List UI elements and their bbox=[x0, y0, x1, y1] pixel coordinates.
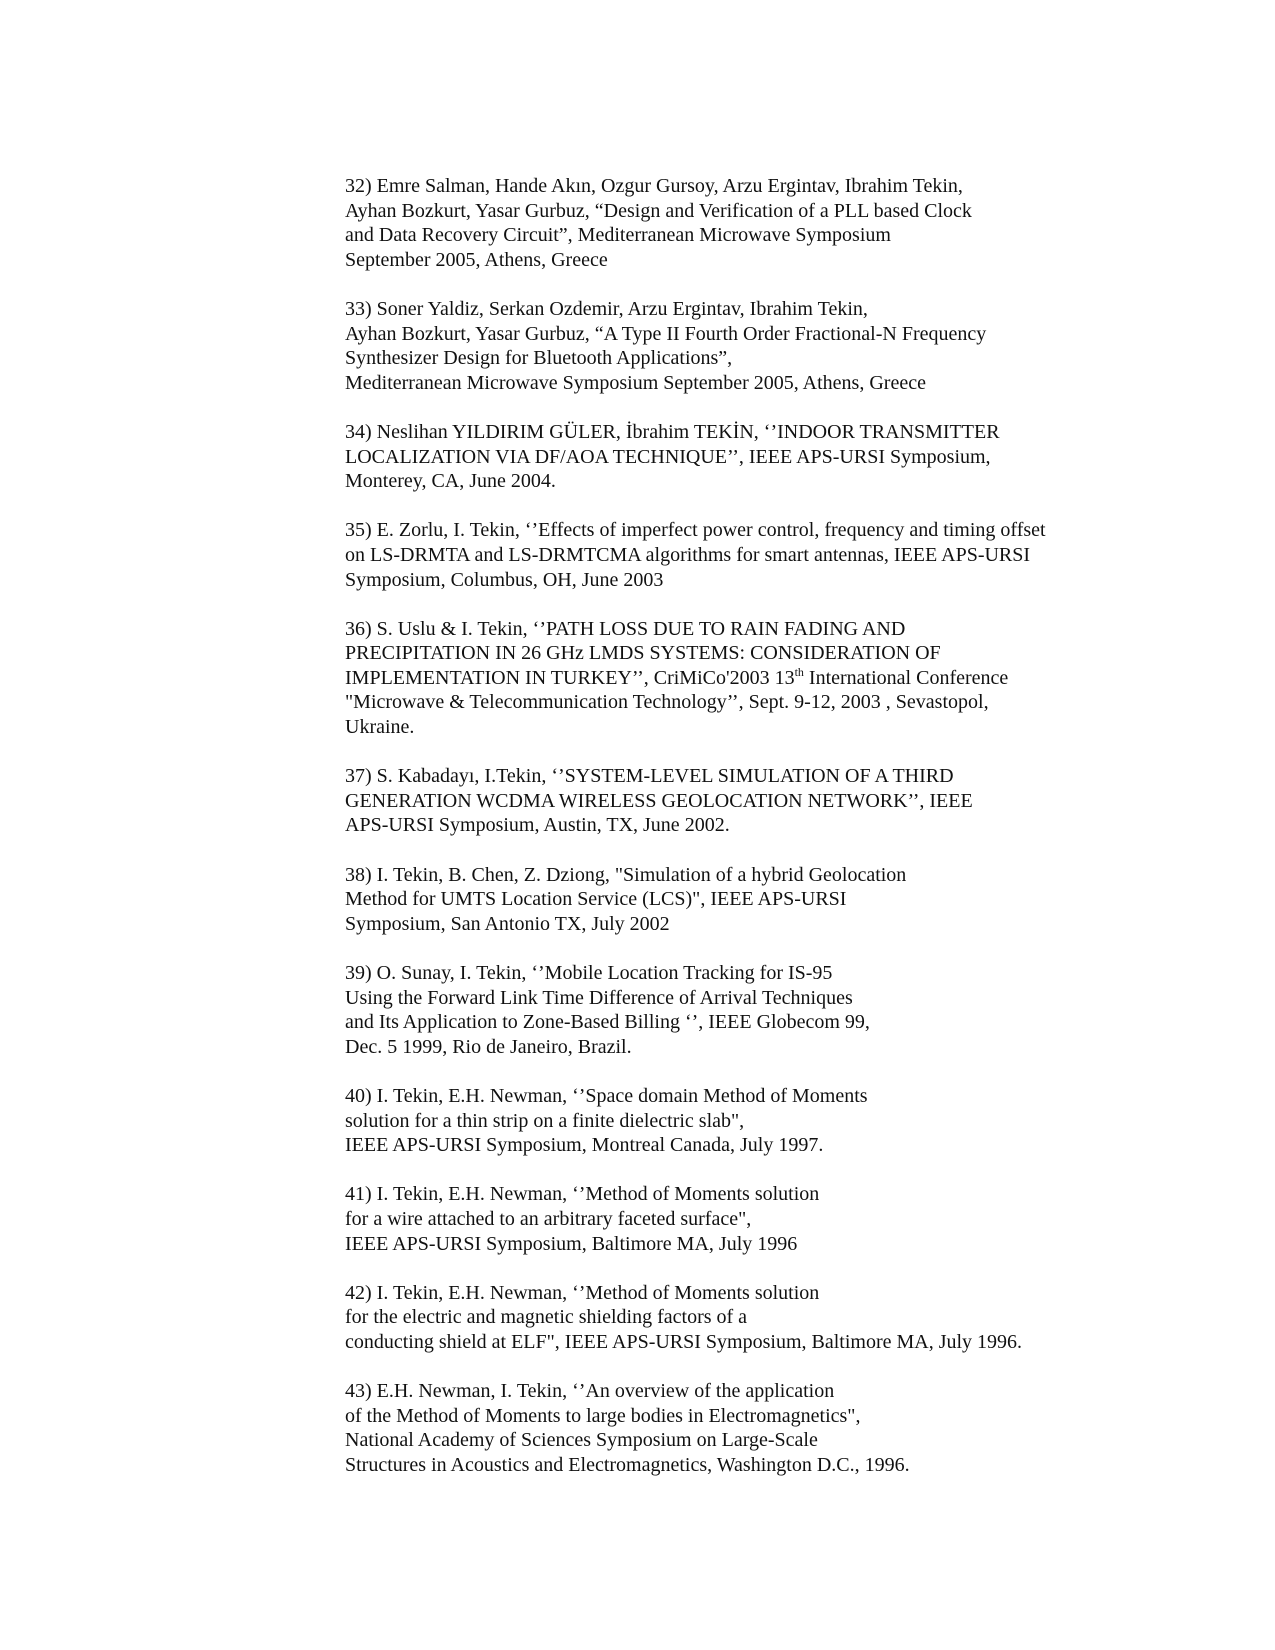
reference-line: 38) I. Tekin, B. Chen, Z. Dziong, "Simulation of a hybrid Geolocation bbox=[345, 863, 907, 886]
reference-line: 43) E.H. Newman, I. Tekin, ‘’An overview of the application bbox=[345, 1380, 835, 1403]
reference-40 bbox=[345, 1084, 1245, 1158]
reference-41 bbox=[345, 1182, 1245, 1256]
reference-line: 39) O. Sunay, I. Tekin, ‘’Mobile Location Tracking for IS-95 bbox=[345, 962, 833, 984]
reference-line: National Academy of Sciences Symposium on Large-Scale bbox=[345, 1429, 818, 1452]
reference-line: IEEE APS-URSI Symposium, Baltimore MA, July 1996 bbox=[345, 1232, 798, 1255]
reference-42 bbox=[345, 1281, 1245, 1355]
reference-line: LOCALIZATION VIA DF/AOA TECHNIQUE’’, IEEE APS-URSI Symposium, bbox=[345, 445, 991, 468]
reference-34 bbox=[345, 420, 1245, 494]
reference-37 bbox=[345, 764, 1245, 838]
reference-line: and Its Application to Zone-Based Billing ‘’, IEEE Globecom 99, bbox=[345, 1011, 870, 1034]
reference-line: 36) S. Uslu & I. Tekin, ‘’PATH LOSS DUE TO RAIN FADING AND bbox=[345, 617, 906, 640]
reference-line: 41) I. Tekin, E.H. Newman, ‘’Method of Moments solution bbox=[345, 1183, 820, 1206]
reference-line: Using the Forward Link Time Difference of Arrival Techniques bbox=[345, 986, 853, 1009]
reference-line: 42) I. Tekin, E.H. Newman, ‘’Method of Moments solution bbox=[345, 1281, 820, 1304]
reference-line-text: IMPLEMENTATION IN TURKEY’’, CriMiCo'2003 13 bbox=[345, 666, 795, 689]
reference-line: 32) Emre Salman, Hande Akın, Ozgur Gursoy, Arzu Ergintav, Ibrahim Tekin, bbox=[345, 175, 963, 197]
reference-line: APS-URSI Symposium, Austin, TX, June 2002. bbox=[345, 814, 730, 837]
reference-line: September 2005, Athens, Greece bbox=[345, 248, 608, 271]
reference-line bbox=[345, 666, 1245, 691]
reference-line: "Microwave & Telecommunication Technology’’, Sept. 9-12, 2003 , Sevastopol, bbox=[345, 691, 989, 714]
reference-line: Mediterranean Microwave Symposium September 2005, Athens, Greece bbox=[345, 371, 926, 394]
reference-line: and Data Recovery Circuit”, Mediterranean Microwave Symposium bbox=[345, 224, 891, 247]
reference-line: Symposium, Columbus, OH, June 2003 bbox=[345, 568, 664, 591]
reference-line: Ayhan Bozkurt, Yasar Gurbuz, “Design and Verification of a PLL based Clock bbox=[345, 199, 972, 222]
reference-line: of the Method of Moments to large bodies in Electromagnetics", bbox=[345, 1404, 861, 1427]
reference-line: conducting shield at ELF", IEEE APS-URSI Symposium, Baltimore MA, July 1996. bbox=[345, 1330, 1023, 1353]
reference-line: 35) E. Zorlu, I. Tekin, ‘’Effects of imperfect power control, frequency and timing offset bbox=[345, 519, 1046, 542]
reference-35 bbox=[345, 518, 1245, 592]
reference-line: IEEE APS-URSI Symposium, Montreal Canada, July 1997. bbox=[345, 1134, 824, 1157]
reference-line: Dec. 5 1999, Rio de Janeiro, Brazil. bbox=[345, 1035, 632, 1058]
reference-line: 40) I. Tekin, E.H. Newman, ‘’Space domain Method of Moments bbox=[345, 1084, 868, 1107]
reference-line: Symposium, San Antonio TX, July 2002 bbox=[345, 912, 670, 935]
reference-line: solution for a thin strip on a finite dielectric slab", bbox=[345, 1109, 745, 1132]
reference-line: for a wire attached to an arbitrary faceted surface", bbox=[345, 1207, 752, 1230]
reference-line: Ukraine. bbox=[345, 716, 415, 739]
ordinal-superscript: th bbox=[794, 664, 804, 679]
reference-line-text: International Conference bbox=[803, 666, 1009, 689]
reference-line: PRECIPITATION IN 26 GHz LMDS SYSTEMS: CONSIDERATION OF bbox=[345, 642, 941, 665]
reference-line: Synthesizer Design for Bluetooth Applications”, bbox=[345, 347, 733, 370]
reference-list bbox=[345, 174, 1245, 1502]
reference-39 bbox=[345, 961, 1245, 1059]
reference-36 bbox=[345, 617, 1245, 740]
reference-33 bbox=[345, 297, 1245, 395]
reference-line: 33) Soner Yaldiz, Serkan Ozdemir, Arzu Ergintav, Ibrahim Tekin, bbox=[345, 297, 868, 320]
reference-line: Monterey, CA, June 2004. bbox=[345, 470, 556, 493]
reference-line: Ayhan Bozkurt, Yasar Gurbuz, “A Type II Fourth Order Fractional-N Frequency bbox=[345, 322, 987, 345]
reference-line: 34) Neslihan YILDIRIM GÜLER, İbrahim TEKİN, ‘’INDOOR TRANSMITTER bbox=[345, 420, 1000, 443]
reference-32 bbox=[345, 174, 1245, 272]
reference-38 bbox=[345, 863, 1245, 937]
reference-line: 37) S. Kabadayı, I.Tekin, ‘’SYSTEM-LEVEL SIMULATION OF A THIRD bbox=[345, 765, 954, 788]
reference-line: GENERATION WCDMA WIRELESS GEOLOCATION NETWORK’’, IEEE bbox=[345, 789, 973, 812]
reference-line: on LS-DRMTA and LS-DRMTCMA algorithms for smart antennas, IEEE APS-URSI bbox=[345, 543, 1031, 566]
reference-43 bbox=[345, 1379, 1245, 1477]
reference-line: for the electric and magnetic shielding factors of a bbox=[345, 1306, 748, 1329]
reference-line: Method for UMTS Location Service (LCS)", IEEE APS-URSI bbox=[345, 888, 847, 911]
reference-line: Structures in Acoustics and Electromagnetics, Washington D.C., 1996. bbox=[345, 1453, 910, 1476]
